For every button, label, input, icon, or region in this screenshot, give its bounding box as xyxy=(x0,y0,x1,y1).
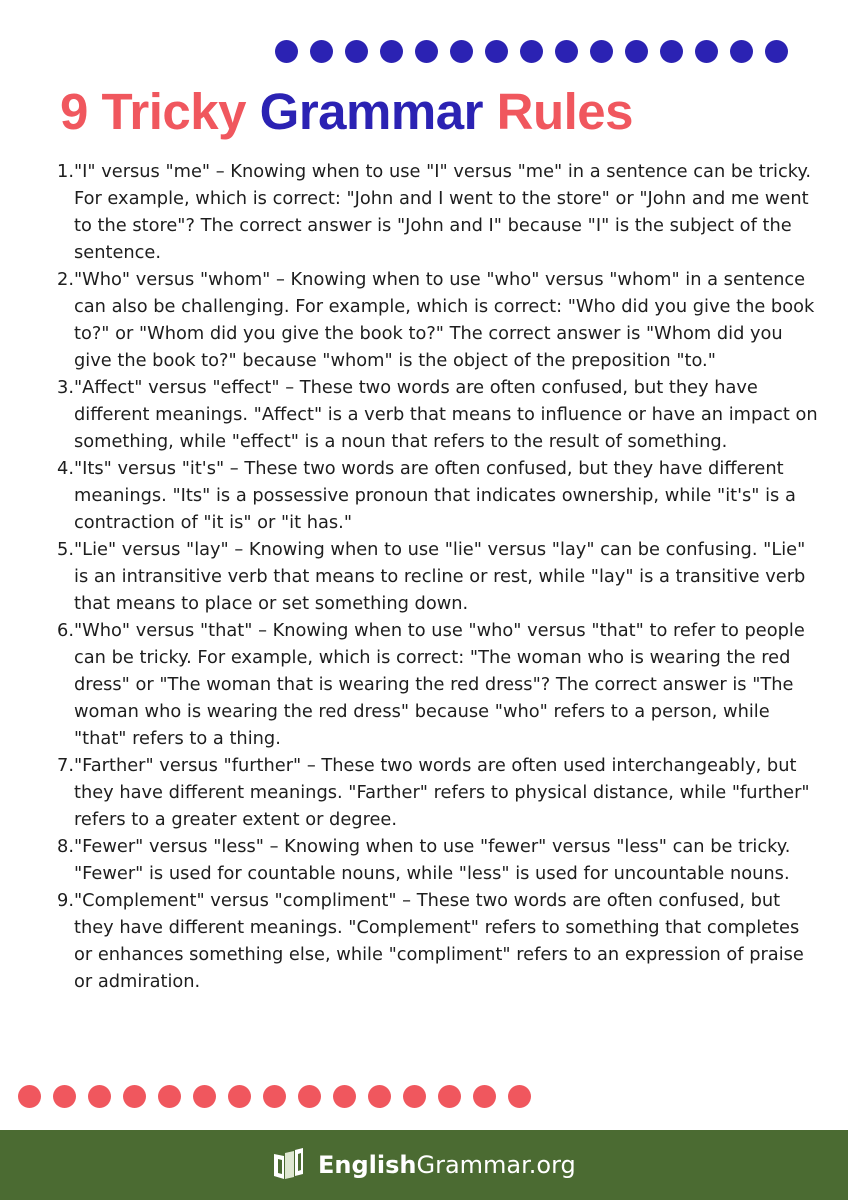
decorative-dot xyxy=(625,40,648,63)
decorative-dot xyxy=(660,40,683,63)
bottom-dot-row xyxy=(18,1085,598,1108)
brand-name-bold: English xyxy=(318,1151,417,1179)
top-dot-row xyxy=(275,40,848,63)
rule-item-8 xyxy=(40,833,818,887)
title-rules-word: Rules xyxy=(496,83,634,140)
rule-number: 6. xyxy=(57,620,74,641)
brand-logo[interactable] xyxy=(270,1142,576,1188)
decorative-dot xyxy=(88,1085,111,1108)
decorative-dot xyxy=(123,1085,146,1108)
rule-item-6 xyxy=(40,617,818,752)
brand-name xyxy=(318,1151,576,1179)
decorative-dot xyxy=(520,40,543,63)
decorative-dot xyxy=(590,40,613,63)
rule-item-5 xyxy=(40,536,818,617)
decorative-dot xyxy=(228,1085,251,1108)
rule-text: "Its" versus "it's" – These two words are often confused, but they have different meanings. "Its" is a possessive pronoun that indicates ownership, while "it's" is a contraction of "it is" or "it has." xyxy=(74,458,796,533)
book-pages-icon xyxy=(270,1145,310,1185)
rule-text: "Farther" versus "further" – These two words are often used interchangeably, but they have different meanings. "Farther" refers to physical distance, while "further" refers to a greater extent or degree. xyxy=(74,755,810,830)
rule-text: "Fewer" versus "less" – Knowing when to use "fewer" versus "less" can be tricky. "Fewer" is used for countable nouns, while "less" is used for uncountable nouns. xyxy=(74,836,791,884)
rule-text: "I" versus "me" – Knowing when to use "I" versus "me" in a sentence can be tricky. For example, which is correct: "John and I went to the store" or "John and me went to the store"? The correct answer is "John and I" because "I" is the subject of the sentence. xyxy=(74,161,812,263)
rule-item-1 xyxy=(40,158,818,266)
decorative-dot xyxy=(263,1085,286,1108)
decorative-dot xyxy=(298,1085,321,1108)
rule-text: "Complement" versus "compliment" – These two words are often confused, but they have different meanings. "Complement" refers to something that completes or enhances something else, while "compliment" refers to an expression of praise or admiration. xyxy=(74,890,804,992)
decorative-dot xyxy=(555,40,578,63)
rule-text: "Affect" versus "effect" – These two words are often confused, but they have different meanings. "Affect" is a verb that means to influence or have an impact on something, while "effect" is a noun that refers to the result of something. xyxy=(74,377,818,452)
decorative-dot xyxy=(345,40,368,63)
rule-text: "Who" versus "that" – Knowing when to use "who" versus "that" to refer to people can be tricky. For example, which is correct: "The woman who is wearing the red dress" or "The woman that is wearing the red dress"? The correct answer is "The woman who is wearing the red dress" because "who" refers to a person, while "that" refers to a thing. xyxy=(74,620,805,749)
decorative-dot xyxy=(765,40,788,63)
decorative-dot xyxy=(310,40,333,63)
decorative-dot xyxy=(158,1085,181,1108)
rule-item-4 xyxy=(40,455,818,536)
rule-number: 9. xyxy=(57,890,74,911)
decorative-dot xyxy=(53,1085,76,1108)
title-number-word: 9 Tricky xyxy=(60,83,246,140)
decorative-dot xyxy=(380,40,403,63)
decorative-dot xyxy=(18,1085,41,1108)
decorative-dot xyxy=(450,40,473,63)
decorative-dot xyxy=(508,1085,531,1108)
rule-number: 7. xyxy=(57,755,74,776)
decorative-dot xyxy=(275,40,298,63)
decorative-dot xyxy=(695,40,718,63)
decorative-dot xyxy=(193,1085,216,1108)
rule-text: "Who" versus "whom" – Knowing when to use "who" versus "whom" in a sentence can also be challenging. For example, which is correct: "Who did you give the book to?" or "Whom did you give the book to?" The correct answer is "Whom did you give the book to?" because "whom" is the object of the preposition "to." xyxy=(74,269,815,371)
title-grammar-word: Grammar xyxy=(259,83,483,140)
rule-number: 3. xyxy=(57,377,74,398)
decorative-dot xyxy=(415,40,438,63)
rule-item-7 xyxy=(40,752,818,833)
rule-item-3 xyxy=(40,374,818,455)
decorative-dot xyxy=(438,1085,461,1108)
rule-number: 4. xyxy=(57,458,74,479)
decorative-dot xyxy=(485,40,508,63)
decorative-dot xyxy=(730,40,753,63)
rule-item-2 xyxy=(40,266,818,374)
footer-bar xyxy=(0,1130,848,1200)
page-title xyxy=(60,82,633,142)
decorative-dot xyxy=(403,1085,426,1108)
brand-name-regular: Grammar.org xyxy=(416,1151,576,1179)
decorative-dot xyxy=(368,1085,391,1108)
rule-number: 5. xyxy=(57,539,74,560)
decorative-dot xyxy=(473,1085,496,1108)
rule-number: 8. xyxy=(57,836,74,857)
rule-item-9 xyxy=(40,887,818,995)
rule-number: 1. xyxy=(57,161,74,182)
decorative-dot xyxy=(333,1085,356,1108)
rules-list xyxy=(40,158,818,995)
rule-number: 2. xyxy=(57,269,74,290)
rule-text: "Lie" versus "lay" – Knowing when to use "lie" versus "lay" can be confusing. "Lie" is an intransitive verb that means to recline or rest, while "lay" is a transitive verb that means to place or set something down. xyxy=(74,539,806,614)
